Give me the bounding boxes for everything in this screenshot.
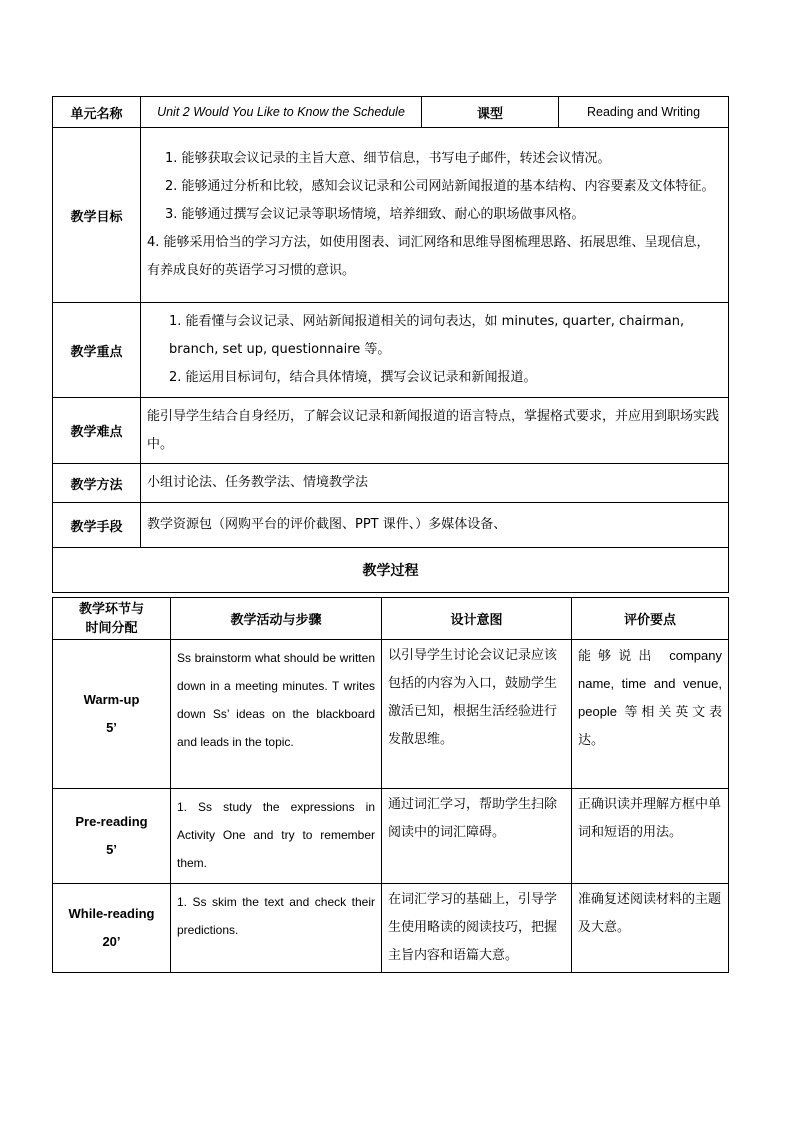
objectives-content [141,128,729,303]
means-content: 教学资源包（网购平台的评价截图、PPT 课件、）多媒体设备、 [141,503,729,548]
stage-cell [53,640,171,789]
methods-row [53,464,729,503]
key-points-label: 教学重点 [53,303,141,398]
intent-cell: 以引导学生讨论会议记录应该包括的内容为入口，鼓励学生激活已知，根据生活经验进行发散思维。 [382,640,572,789]
type-value: Reading and Writing [559,97,729,128]
difficulties-row [53,398,729,464]
evaluation-text: 能够说出 company name, time and venue, people 等相关英文表达。 [578,648,722,747]
difficulties-content: 能引导学生结合自身经历，了解会议记录和新闻报道的语言特点，掌握格式要求，并应用到职场实践中。 [141,398,729,464]
activity-cell: 1. Ss study the expressions in Activity One and try to remember them. [171,789,382,884]
process-header-row [53,598,729,640]
objective-item: 2. 能够通过分析和比较，感知会议记录和公司网站新闻报道的基本结构、内容要素及文体特征。 [165,179,715,194]
header-stage-line: 教学环节与 [78,601,144,617]
process-row [53,789,729,884]
methods-content: 小组讨论法、任务教学法、情境教学法 [141,464,729,503]
header-evaluation: 评价要点 [572,598,729,640]
activity-cell: 1. Ss skim the text and check their predictions. [171,884,382,973]
process-title-row [53,548,729,593]
unit-row [53,97,729,128]
process-title: 教学过程 [53,548,729,593]
process-row [53,884,729,973]
header-activity: 教学活动与步骤 [171,598,382,640]
intent-cell: 通过词汇学习，帮助学生扫除阅读中的词汇障碍。 [382,789,572,884]
unit-label: 单元名称 [53,97,141,128]
intent-cell: 在词汇学习的基础上，引导学生使用略读的阅读技巧，把握主旨内容和语篇大意。 [382,884,572,973]
stage-cell [53,884,171,973]
evaluation-cell: 准确复述阅读材料的主题及大意。 [572,884,729,973]
header-stage [53,598,171,640]
objectives-row [53,128,729,303]
process-table [52,597,729,973]
objective-item: 3. 能够通过撰写会议记录等职场情境，培养细致、耐心的职场做事风格。 [165,207,585,222]
objectives-label: 教学目标 [53,128,141,303]
key-point-item: 1. 能看懂与会议记录、网站新闻报道相关的词句表达，如 minutes, quarter, chairman, branch, set up, questionnaire 等。 [169,314,685,357]
difficulties-label: 教学难点 [53,398,141,464]
methods-label: 教学方法 [53,464,141,503]
evaluation-cell: 正确识读并理解方框中单词和短语的用法。 [572,789,729,884]
stage-time: 20’ [102,934,121,949]
stage-name: Warm-up [83,692,140,707]
objective-item: 4. 能够采用恰当的学习方法，如使用图表、词汇网络和思维导图梳理思路、拓展思维、呈现信息，有养成良好的英语学习习惯的意识。 [147,235,710,278]
type-label: 课型 [422,97,559,128]
activity-cell: Ss brainstorm what should be written down in a meeting minutes. T writes down Ss’ ideas on the blackboard and leads in the topic. [171,640,382,789]
key-points-row [53,303,729,398]
stage-name: While-reading [68,906,155,921]
means-row [53,503,729,548]
evaluation-cell [572,640,729,789]
key-points-content [141,303,729,398]
header-stage-line: 时间分配 [85,620,138,636]
stage-time: 5’ [106,842,117,857]
process-row [53,640,729,789]
lesson-info-table [52,96,729,593]
stage-time: 5’ [106,720,117,735]
unit-value: Unit 2 Would You Like to Know the Schedule [141,97,422,128]
stage-name: Pre-reading [75,814,148,829]
objective-item: 1. 能够获取会议记录的主旨大意、细节信息，书写电子邮件，转述会议情况。 [165,151,611,166]
stage-cell [53,789,171,884]
header-intent: 设计意图 [382,598,572,640]
means-label: 教学手段 [53,503,141,548]
key-point-item: 2. 能运用目标词句，结合具体情境，撰写会议记录和新闻报道。 [169,370,537,385]
